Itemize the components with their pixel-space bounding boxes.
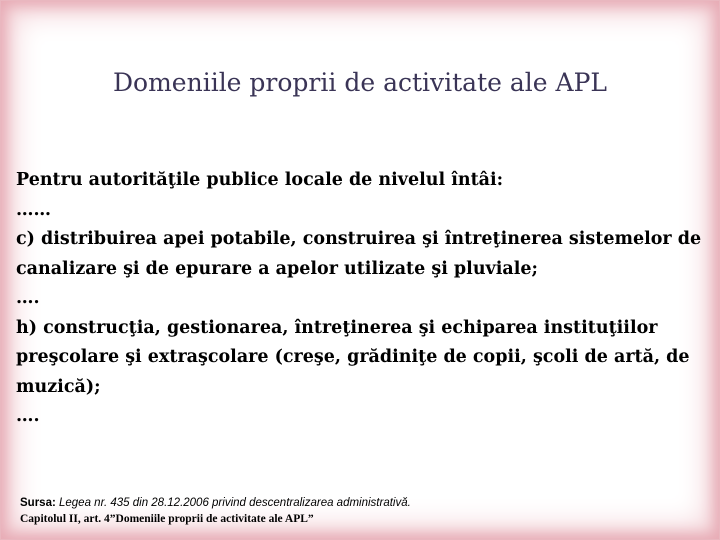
body-line-h-1: h) construcţia, gestionarea, întreţinerea şi echiparea instituţiilor xyxy=(16,317,658,338)
source-note xyxy=(20,496,710,527)
slide-title: Domeniile proprii de activitate ale APL xyxy=(113,68,607,97)
source-label: Sursa: xyxy=(20,497,56,509)
body-line-c-2: canalizare şi de epurare a apelor utilizate şi pluviale; xyxy=(16,258,538,279)
body-line-c-1: c) distribuirea apei potabile, construirea şi întreţinerea sistemelor de xyxy=(16,229,702,249)
body-line-h-3: muzică); xyxy=(16,376,101,397)
source-reference: Legea nr. 435 din 28.12.2006 privind descentralizarea administrativă. xyxy=(59,497,411,509)
body-line-ellipsis-3: …. xyxy=(16,406,40,426)
body-line-intro: Pentru autorităţile publice locale de nivelul întâi: xyxy=(16,170,504,190)
body-line-ellipsis-1: …… xyxy=(16,199,51,220)
slide-body xyxy=(16,166,706,432)
body-line-h-2: preşcolare şi extraşcolare (creşe, grădiniţe de copii, şcoli de artă, de xyxy=(16,347,690,367)
source-chapter: Capitolul II, art. 4”Domeniile proprii de activitate ale APL” xyxy=(20,513,314,525)
body-line-ellipsis-2: …. xyxy=(16,288,40,308)
